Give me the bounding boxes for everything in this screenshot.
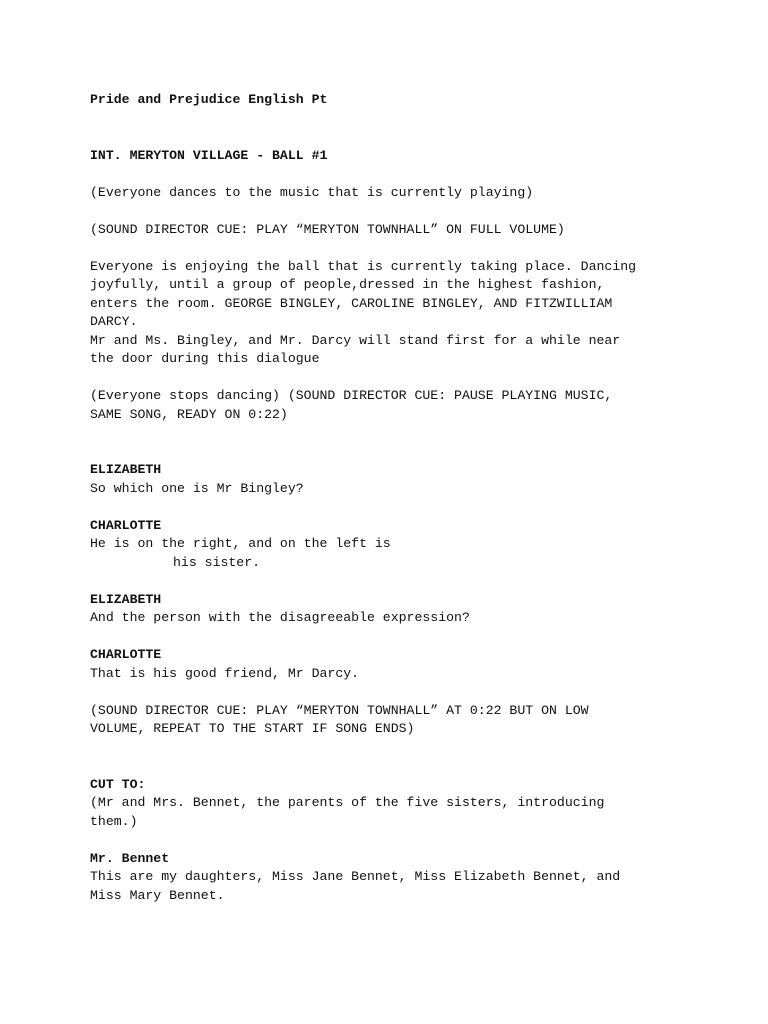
- stage-direction-block: [90, 387, 730, 424]
- direction-line: (Everyone stops dancing) (SOUND DIRECTOR CUE: PAUSE PLAYING MUSIC,: [90, 388, 613, 403]
- direction-line: them.): [90, 813, 138, 829]
- sound-cue-block: [90, 702, 730, 739]
- character-name: Mr. Bennet: [90, 850, 170, 866]
- dialogue-line: So which one is Mr Bingley?: [90, 480, 304, 496]
- character-name: CHARLOTTE: [90, 517, 162, 533]
- script-page: [90, 91, 730, 905]
- action-line: Everyone is enjoying the ball that is currently taking place. Dancing: [90, 258, 637, 274]
- sound-cue: (SOUND DIRECTOR CUE: PLAY “MERYTON TOWNHALL” ON FULL VOLUME): [90, 221, 565, 237]
- stage-direction: (Everyone dances to the music that is currently playing): [90, 184, 534, 200]
- action-line: Mr and Ms. Bingley, and Mr. Darcy will stand first for a while near: [90, 332, 621, 348]
- direction-line: (Mr and Mrs. Bennet, the parents of the five sisters, introducing: [90, 795, 605, 810]
- action-block: [90, 258, 730, 369]
- dialogue-block: [90, 591, 730, 628]
- dialogue-line: And the person with the disagreeable expression?: [90, 610, 470, 625]
- direction-line: SAME SONG, READY ON 0:22): [90, 406, 288, 422]
- character-name: ELIZABETH: [90, 462, 162, 477]
- character-name: CHARLOTTE: [90, 647, 162, 662]
- dialogue-block: [90, 646, 730, 683]
- scene-heading: INT. MERYTON VILLAGE - BALL #1: [90, 147, 328, 163]
- dialogue-block: [90, 850, 730, 906]
- transition: CUT TO:: [90, 776, 146, 792]
- action-line: the door during this dialogue: [90, 351, 320, 366]
- dialogue-block: [90, 461, 730, 498]
- stage-direction-block: [90, 794, 730, 831]
- direction-line: (SOUND DIRECTOR CUE: PLAY “MERYTON TOWNHALL” AT 0:22 BUT ON LOW: [90, 702, 589, 718]
- dialogue-block: [90, 517, 730, 573]
- action-line: DARCY.: [90, 314, 138, 329]
- document-title: Pride and Prejudice English Pt: [90, 92, 328, 107]
- dialogue-line: That is his good friend, Mr Darcy.: [90, 665, 360, 681]
- direction-line: VOLUME, REPEAT TO THE START IF SONG ENDS): [90, 721, 415, 736]
- dialogue-line-indented: his sister.: [173, 554, 261, 570]
- dialogue-line: Miss Mary Bennet.: [90, 887, 225, 903]
- character-name: ELIZABETH: [90, 591, 162, 607]
- action-line: enters the room. GEORGE BINGLEY, CAROLINE BINGLEY, AND FITZWILLIAM: [90, 295, 613, 311]
- dialogue-line: This are my daughters, Miss Jane Bennet, Miss Elizabeth Bennet, and: [90, 869, 621, 884]
- action-line: joyfully, until a group of people,dressed in the highest fashion,: [90, 277, 605, 292]
- dialogue-line: He is on the right, and on the left is: [90, 536, 391, 551]
